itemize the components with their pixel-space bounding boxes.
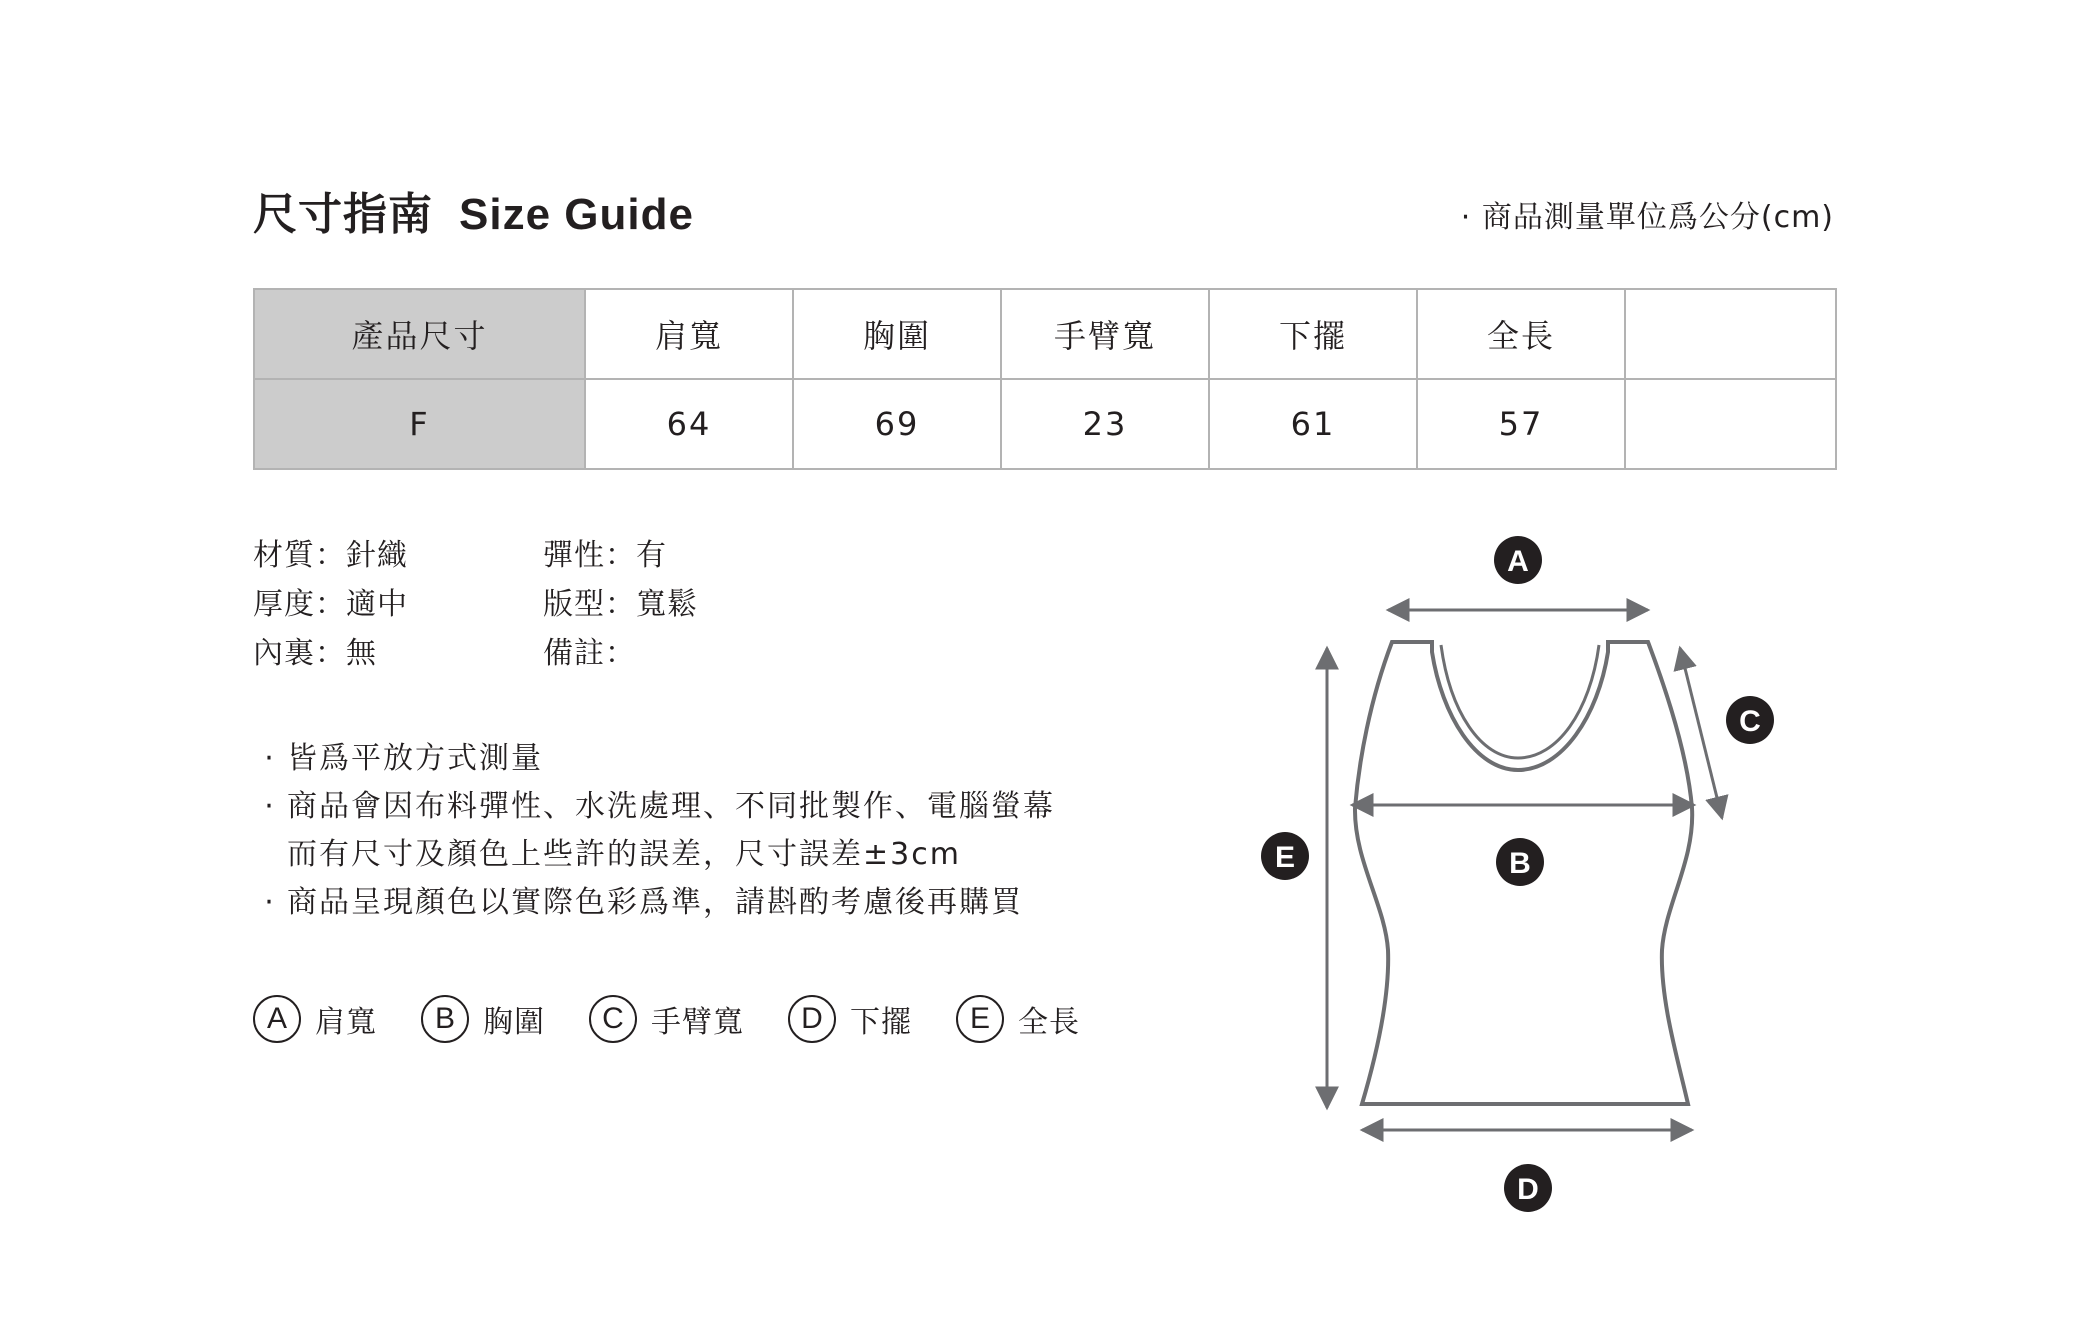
marker-b-label: B [1509,847,1531,880]
cell-arm-value: 23 [1001,379,1209,469]
header-cell-arm: 手臂寬 [1001,289,1209,379]
header-cell-size: 產品尺寸 [254,289,585,379]
legend-label-e: 全長 [1018,1005,1080,1040]
legend-label-a: 肩寬 [315,1005,377,1040]
title-zh: 尺寸指南 [253,189,433,240]
legend-label-d: 下擺 [850,1005,912,1040]
unit-note: · 商品測量單位爲公分(cm) [1460,200,1834,235]
cell-shoulder-value: 64 [585,379,793,469]
marker-a-label: A [1507,545,1529,578]
header-cell-shoulder: 肩寬 [585,289,793,379]
title-en: Size Guide [459,190,694,239]
note-text: 商品會因布料彈性、水洗處理、不同批製作、電腦螢幕 [287,789,1055,824]
note-text: 商品呈現顏色以實際色彩爲準，請斟酌考慮後再購買 [287,885,1023,920]
bullet: · [264,885,276,920]
cell-length-value: 57 [1417,379,1625,469]
legend-marker-d: D [788,995,836,1043]
marker-d [1504,1164,1552,1212]
marker-e-label: E [1274,841,1296,874]
neckline-trim [1441,645,1599,758]
legend-marker-c: C [589,995,637,1043]
arrow-arm [1680,648,1722,818]
legend-label-c: 手臂寬 [651,1005,744,1040]
note-text: 皆爲平放方式測量 [287,741,543,776]
cell-size-value: F [254,379,585,469]
bullet: · [264,741,276,776]
bullet: · [264,789,276,824]
cell-chest-value: 69 [793,379,1001,469]
marker-c [1726,696,1774,744]
spec-thickness: 厚度：適中 [253,587,408,622]
marker-d-label: D [1517,1173,1539,1206]
note-text: 而有尺寸及顏色上些許的誤差，尺寸誤差±3cm [287,837,961,872]
marker-a [1494,536,1542,584]
spec-elasticity: 彈性：有 [543,538,667,573]
legend-label-b: 胸圍 [483,1005,545,1040]
header-cell-hem: 下擺 [1209,289,1417,379]
spec-material: 材質：針織 [253,538,408,573]
header-cell-chest: 胸圍 [793,289,1001,379]
legend-marker-a: A [253,995,301,1043]
spec-lining: 內裏：無 [253,636,377,671]
spec-fit: 版型：寬鬆 [543,587,698,622]
header-cell-length: 全長 [1417,289,1625,379]
spec-remarks: 備註： [543,636,636,671]
marker-e [1261,832,1309,880]
legend-marker-e: E [956,995,1004,1043]
marker-b [1496,838,1544,886]
legend-marker-b: B [421,995,469,1043]
marker-c-label: C [1739,705,1761,738]
cell-hem-value: 61 [1209,379,1417,469]
